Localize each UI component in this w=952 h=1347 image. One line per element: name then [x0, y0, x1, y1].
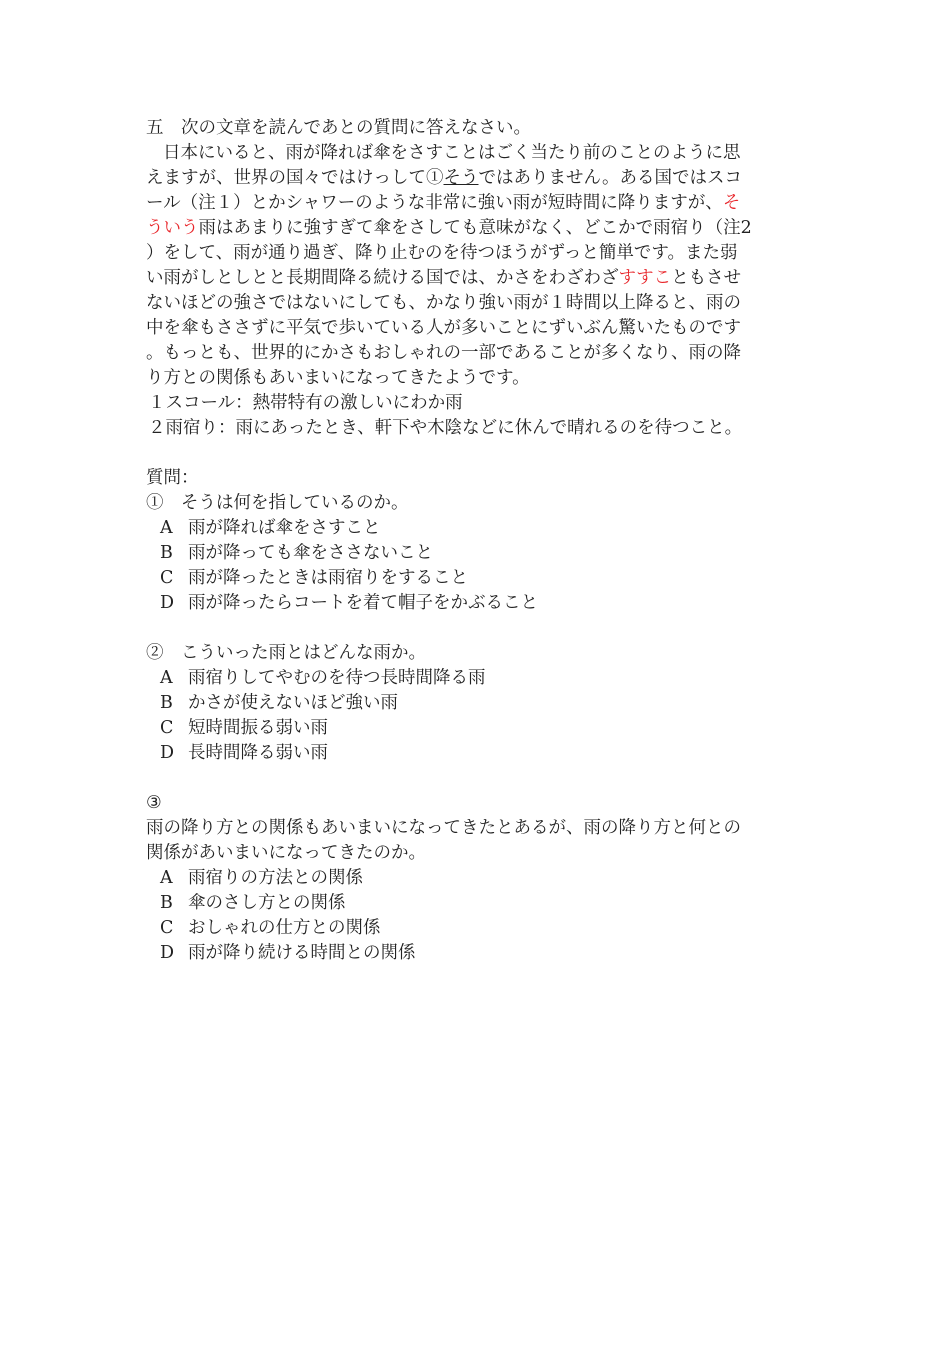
highlighted-term: ういう [146, 218, 199, 238]
answer-option[interactable] [146, 891, 806, 916]
option-letter: B [160, 543, 173, 563]
answer-option[interactable] [146, 691, 806, 716]
option-letter: D [160, 943, 175, 963]
option-letter: C [160, 568, 174, 588]
passage-text: 雨はあまりに強すぎて傘をさしても意味がなく、どこかで雨宿り（注2 [198, 218, 752, 238]
answer-option[interactable] [146, 591, 806, 616]
passage-line: 日本にいると、雨が降れば傘をさすことはごく当たり前のことのように思 [163, 143, 741, 163]
option-text: 雨が降ったらコートを着て帽子をかぶること [188, 593, 538, 613]
option-letter: C [160, 718, 174, 738]
option-letter: C [160, 918, 174, 938]
option-letter: D [160, 593, 175, 613]
option-letter: B [160, 893, 173, 913]
option-text: 雨が降ったときは雨宿りをすること [188, 568, 468, 588]
question-3 [146, 791, 806, 966]
option-letter: A [160, 868, 173, 888]
underlined-term: そう [443, 168, 479, 188]
option-text: おしゃれの仕方との関係 [188, 918, 381, 938]
passage-line [146, 166, 806, 191]
footnote: １スコール：熱帯特有の激しいにわか雨 [148, 393, 463, 413]
option-text: 雨が降れば傘をさすこと [188, 518, 381, 538]
passage-line: 中を傘もささずに平気で歩いている人が多いことにずいぶん驚いたものです [146, 318, 741, 338]
option-text: 傘のさし方との関係 [188, 893, 346, 913]
question-number: ③ [146, 793, 162, 813]
option-text: 雨宿りの方法との関係 [188, 868, 363, 888]
option-text: 長時間降る弱い雨 [188, 743, 328, 763]
passage-line: 。もっとも、世界的にかさもおしゃれの一部であることが多くなり、雨の降 [146, 343, 741, 363]
passage-text: ともさせ [671, 268, 742, 288]
passage-text: ール（注１）とかシャワーのような非常に強い雨が短時間に降りますが、 [146, 193, 723, 213]
option-letter: B [160, 693, 173, 713]
passage-line [146, 266, 806, 291]
footnotes [146, 391, 806, 441]
question-stem: ② こういった雨とはどんな雨か。 [146, 643, 426, 663]
passage-line: ないほどの強さではないにしても、かなり強い雨が１時間以上降ると、雨の [146, 293, 741, 313]
answer-option[interactable] [146, 866, 806, 891]
question-stem: 雨の降り方との関係もあいまいになってきたとあるが、雨の降り方と何との [146, 818, 741, 838]
option-letter: A [160, 518, 173, 538]
answer-option[interactable] [146, 516, 806, 541]
option-text: かさが使えないほど強い雨 [188, 693, 398, 713]
answer-option[interactable] [146, 666, 806, 691]
option-letter: A [160, 668, 173, 688]
passage-text: い雨がしとしとと長期間降る続ける国では、かさをわざわざ [146, 268, 619, 288]
passage-line [146, 216, 806, 241]
option-text: 短時間振る弱い雨 [188, 718, 328, 738]
option-text: 雨が降っても傘をささないこと [188, 543, 433, 563]
answer-option[interactable] [146, 741, 806, 766]
question-marker: ① [426, 168, 444, 188]
reading-passage [146, 141, 806, 391]
highlighted-term: すすこ [618, 268, 672, 288]
passage-line: ）をして、雨が通り過ぎ、降り止むのを待つほうがずっと簡単です。また弱 [146, 243, 738, 263]
questions-label: 質問： [146, 468, 199, 488]
question-1 [146, 491, 806, 616]
document-page [146, 116, 806, 966]
question-stem: ① そうは何を指しているのか。 [146, 493, 409, 513]
section-heading: 五 次の文章を読んであとの質問に答えなさい。 [146, 118, 531, 138]
passage-line [146, 191, 806, 216]
option-text: 雨が降り続ける時間との関係 [188, 943, 416, 963]
option-text: 雨宿りしてやむのを待つ長時間降る雨 [188, 668, 486, 688]
answer-option[interactable] [146, 566, 806, 591]
answer-option[interactable] [146, 916, 806, 941]
passage-text: えますが、世界の国々ではけっして [146, 168, 426, 188]
highlighted-term: そ [722, 193, 741, 213]
passage-text: ではありません。ある国ではスコ [478, 168, 743, 188]
answer-option[interactable] [146, 541, 806, 566]
option-letter: D [160, 743, 175, 763]
passage-line: り方との関係もあいまいになってきたようです。 [146, 368, 530, 388]
answer-option[interactable] [146, 941, 806, 966]
answer-option[interactable] [146, 716, 806, 741]
question-2 [146, 641, 806, 766]
question-stem: 関係があいまいになってきたのか。 [146, 843, 426, 863]
footnote: ２雨宿り：雨にあったとき、軒下や木陰などに休んで晴れるのを待つこと。 [148, 418, 743, 438]
